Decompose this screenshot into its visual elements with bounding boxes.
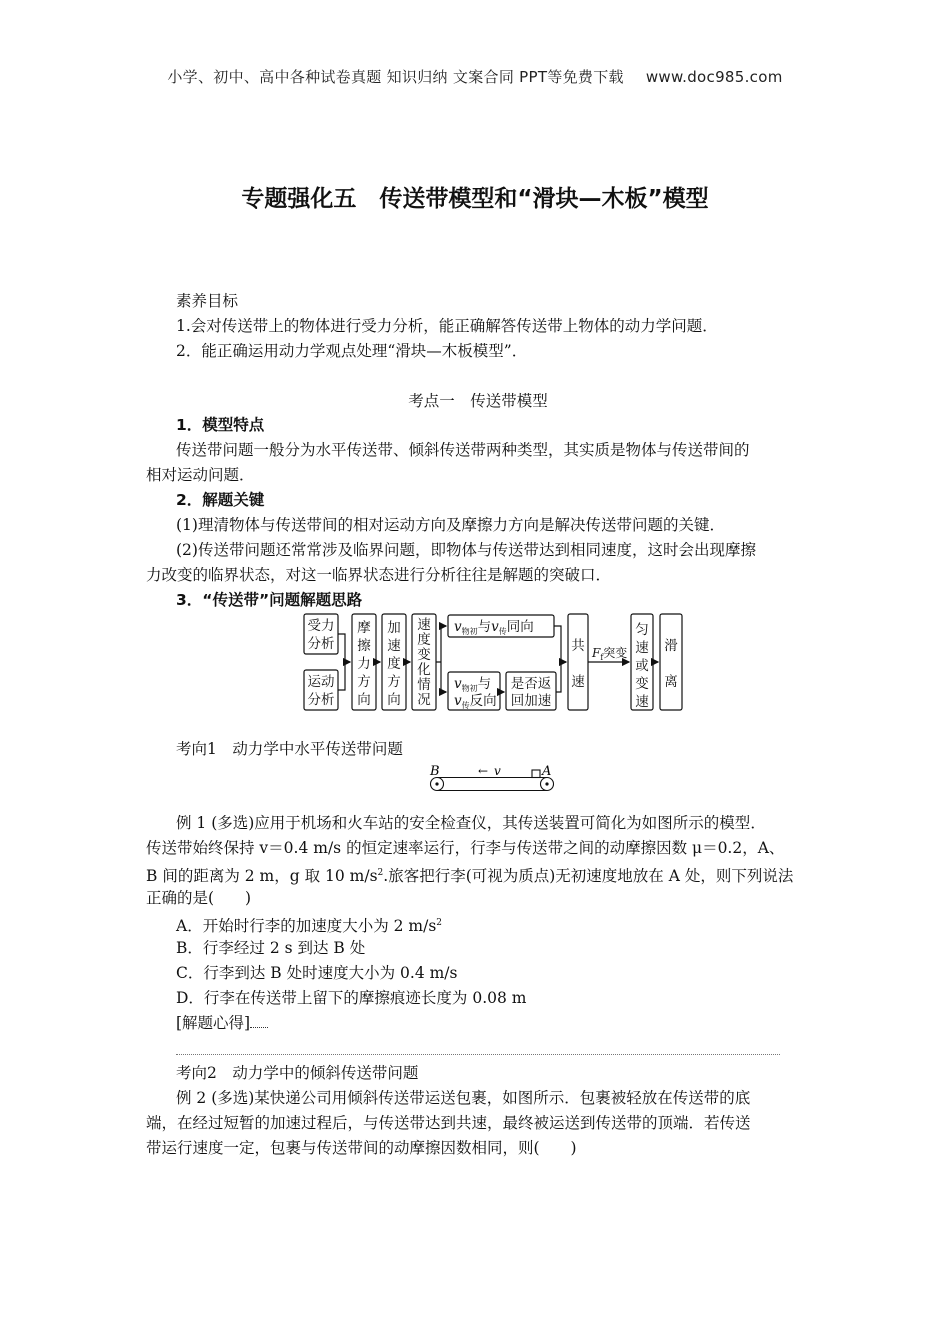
paragraph: (1)理清物体与传送带间的相对运动方向及摩擦力方向是解决传送带问题的关键． — [176, 516, 725, 534]
flow-label: 速 — [635, 694, 649, 710]
flow-label: 运动 — [307, 674, 335, 690]
flow-label: 是否返 — [510, 676, 552, 692]
flow-label: 力 — [357, 656, 371, 672]
flow-label: 滑 — [664, 638, 678, 654]
flow-label: 速 — [571, 674, 585, 690]
page-title: 专题强化五 传送带模型和“滑块—木板”模型 — [241, 186, 709, 212]
flow-label-opposite-2: $v_传$反向 — [454, 693, 497, 710]
page-header — [0, 66, 950, 87]
option-a: A．开始时行李的加速度大小为 2 $m/s^2$ — [176, 917, 443, 936]
flow-label: 加 — [387, 620, 401, 636]
flow-label: 分析 — [307, 636, 335, 652]
flow-label-same: $v_{物初}$与$v_传$同向 — [454, 619, 534, 636]
flow-label: 向 — [387, 692, 401, 708]
paragraph: 例 2 (多选)某快递公司用倾斜传送带运送包裹，如图所示．包裹被轻放在传送带的底 — [176, 1089, 751, 1107]
flow-label: 变 — [635, 676, 649, 692]
flow-label-opposite-1: $v_{物初}$与 — [454, 676, 492, 693]
paragraph: 相对运动问题． — [146, 466, 255, 484]
flow-label: 离 — [664, 674, 678, 690]
flow-label: 度 — [387, 656, 401, 672]
arrow-icon: ← — [478, 764, 489, 778]
flow-label: 速 — [417, 617, 431, 633]
subheading-model: 1．模型特点 — [176, 416, 265, 434]
paragraph: 正确的是( ) — [146, 889, 252, 907]
flow-label: 向 — [357, 692, 371, 708]
box-common-speed — [568, 614, 588, 710]
section-heading: 考点一 传送带模型 — [408, 392, 548, 410]
flow-diagram — [300, 612, 690, 714]
flow-label: 或 — [635, 658, 649, 674]
flow-label: 化 — [417, 662, 431, 678]
flow-label: 匀 — [635, 622, 649, 638]
goal-item: 2．能正确运用动力学观点处理“滑块—木板模型”． — [176, 342, 528, 360]
subheading-key: 2．解题关键 — [176, 491, 265, 509]
subsection-heading: 考向1 动力学中水平传送带问题 — [176, 740, 403, 758]
flow-label: 度 — [417, 632, 431, 648]
flow-label: 摩 — [357, 620, 371, 636]
option-c: C．行李到达 B 处时速度大小为 0.4 m/s — [176, 964, 458, 982]
label-v: v — [494, 764, 501, 778]
flow-label: 速 — [635, 640, 649, 656]
subheading-flow: 3．“传送带”问题解题思路 — [176, 591, 363, 609]
flow-label: 受力 — [307, 618, 335, 634]
flow-label: 擦 — [357, 638, 371, 654]
divider — [176, 1054, 780, 1055]
flow-label: 变 — [417, 647, 431, 663]
paragraph: B 间的距离为 2 m，g 取 10 $m/s^2$.旅客把行李(可视为质点)无初速度地放在 A 处，则下列说法 — [146, 867, 794, 886]
belt-figure — [426, 764, 558, 798]
flow-label: 共 — [571, 638, 585, 654]
header-url[interactable]: www.doc985.com — [645, 68, 783, 86]
paragraph: (2)传送带问题还常常涉及临界问题，即物体与传送带达到相同速度，这时会出现摩擦 — [176, 541, 756, 559]
goals-heading: 素养目标 — [176, 292, 239, 310]
option-d: D．行李在传送带上留下的摩擦痕迹长度为 0.08 m — [176, 989, 527, 1007]
label-b: B — [430, 764, 440, 779]
header-text: 小学、初中、高中各种试卷真题 知识归纳 文案合同 PPT等免费下载 — [167, 68, 624, 86]
paragraph: 传送带问题一般分为水平传送带、倾斜传送带两种类型，其实质是物体与传送带间的 — [176, 441, 750, 459]
paragraph: 带运行速度一定，包裹与传送带间的动摩擦因数相同，则( ) — [146, 1139, 577, 1157]
flow-label: 况 — [417, 692, 431, 708]
option-b: B．行李经过 2 s 到达 B 处 — [176, 939, 366, 957]
flow-label: 分析 — [307, 692, 335, 708]
paragraph: 例 1 (多选)应用于机场和火车站的安全检查仪，其传送装置可简化为如图所示的模型． — [176, 814, 766, 832]
flow-label: 回加速 — [510, 693, 552, 709]
box-slide-off — [660, 614, 682, 710]
flow-label: 方 — [387, 674, 401, 690]
label-a: A — [542, 764, 552, 779]
paragraph: 力改变的临界状态，对这一临界状态进行分析往往是解题的突破口． — [146, 566, 612, 584]
goal-item: 1.会对传送带上的物体进行受力分析，能正确解答传送带上物体的动力学问题． — [176, 317, 718, 335]
flow-label: 情 — [417, 677, 431, 693]
flow-label: 方 — [357, 674, 371, 690]
solution-note: [解题心得] — [176, 1011, 268, 1036]
paragraph: 传送带始终保持 v＝0.4 m/s 的恒定速率运行，行李与传送带之间的动摩擦因数 μ＝0.2，A、 — [146, 839, 785, 857]
subsection-heading: 考向2 动力学中的倾斜传送带问题 — [176, 1064, 419, 1082]
flow-label-abrupt-change: $F_f$突变 — [592, 646, 628, 662]
flow-label: 速 — [387, 638, 401, 654]
paragraph: 端，在经过短暂的加速过程后，与传送带达到共速，最终被运送到传送带的顶端．若传送 — [146, 1114, 751, 1132]
